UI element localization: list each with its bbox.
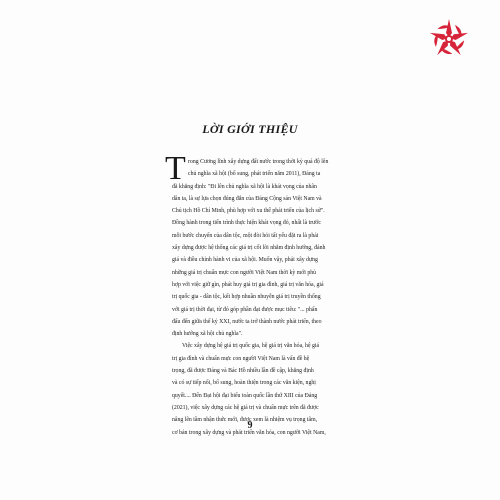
text-line: trị quốc gia - dân tộc, kết hợp nhuần nhuyễn giá trị truyền thống xyxy=(172,294,321,301)
text-line: với giá trị thời đại, từ đó góp phần đạt được mục tiêu: "... phấn xyxy=(172,306,318,313)
text-line: Đồng hành trong tiến trình thực hiện khát vọng đó, nhất là trước xyxy=(172,220,321,227)
text-line: trị gia đình và chuẩn mực con người Việt Nam là vấn đề hệ xyxy=(172,355,310,362)
text-line: dân ta, là sự lựa chọn đúng đắn của Đảng Cộng sản Việt Nam và xyxy=(172,195,322,202)
star-logo-icon xyxy=(425,15,473,63)
text-line: Chủ tịch Hồ Chí Minh, phù hợp với xu thế phát triển của lịch sử". xyxy=(172,208,325,215)
text-line: (2021), việc xây dựng các hệ giá trị và chuẩn mực trên đã được xyxy=(172,404,319,411)
text-line: giá và điều chỉnh hành vi của xã hội. Muốn vậy, phải xây dựng xyxy=(172,257,318,264)
text-line: xây dựng được hệ thống các giá trị cốt lõi nhằm định hướng, đánh xyxy=(172,245,326,252)
text-line: trọng, đã được Đảng và Bác Hồ nhiều lần đề cập, khẳng định xyxy=(172,368,314,375)
page-number: 9 xyxy=(247,420,253,431)
drop-cap: T xyxy=(165,150,186,187)
text-line: những giá trị chuẩn mực con người Việt Nam thời kỳ mới phù xyxy=(172,269,317,276)
text-line: rong Cương lĩnh xây dựng đất nước trong thời kỳ quá độ lên xyxy=(188,159,329,165)
text-line: Việc xây dựng hệ giá trị quốc gia, hệ giá trị văn hóa, hệ giá xyxy=(182,343,320,350)
text-line: và có sự tiếp nối, bổ sung, hoàn thiện trong các văn kiện, nghị xyxy=(172,380,316,387)
text-line: quyết.... Đến Đại hội đại biểu toàn quốc lần thứ XIII của Đảng xyxy=(172,392,318,399)
text-line: hợp với việc giữ gìn, phát huy giá trị gia đình, giá trị văn hóa, giá xyxy=(172,281,324,288)
text-line: đấu đến giữa thế kỷ XXI, nước ta trở thành nước phát triển, theo xyxy=(172,318,322,325)
text-line: chủ nghĩa xã hội (bổ sung, phát triển năm 2011), Đảng ta xyxy=(188,171,321,178)
text-line: nâng lên tầm nhận thức mới, được xem là nhiệm vụ trọng tâm, xyxy=(172,417,318,424)
text-line: đã khẳng định: "Đi lên chủ nghĩa xã hội là khát vọng của nhân xyxy=(172,183,317,190)
text-line: định hướng xã hội chủ nghĩa". xyxy=(172,331,243,338)
text-line: mỗi bước chuyển của dân tộc, một đòi hỏi tất yếu đặt ra là phải xyxy=(172,232,319,239)
section-title: LỜI GIỚI THIỆU xyxy=(202,122,298,136)
text-line: cơ bản trong xây dựng và phát triển văn hóa, con người Việt Nam, xyxy=(172,429,326,436)
body-text xyxy=(172,156,472,439)
